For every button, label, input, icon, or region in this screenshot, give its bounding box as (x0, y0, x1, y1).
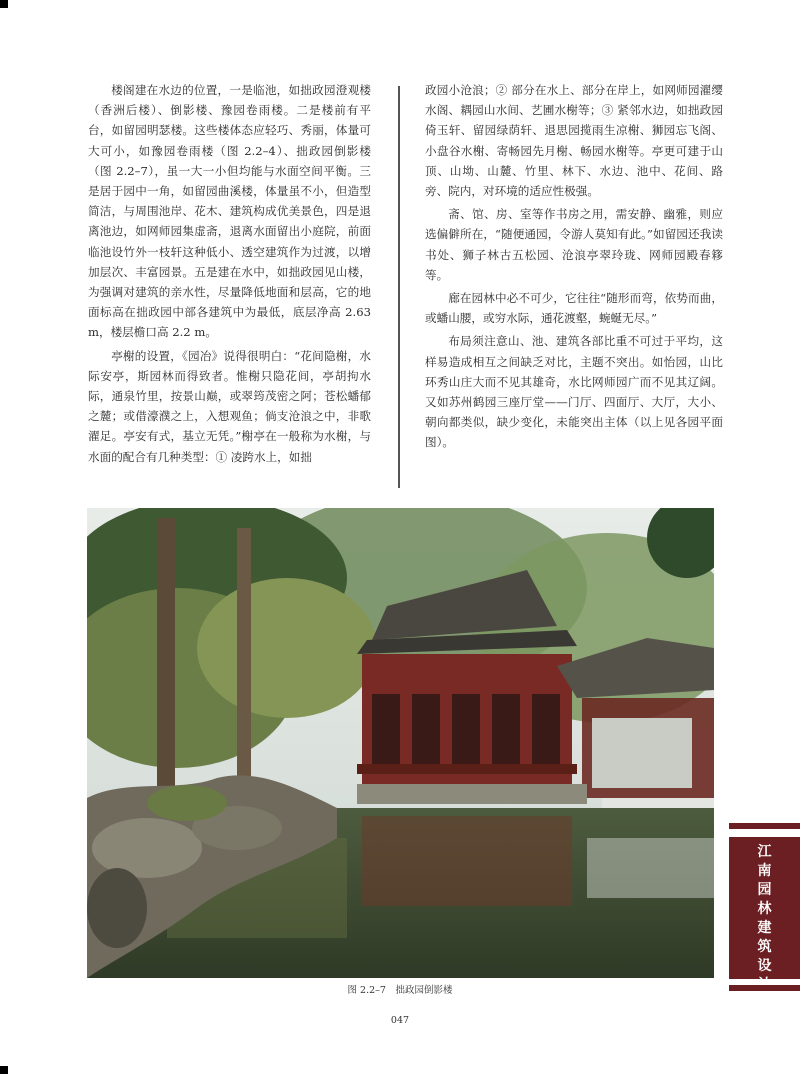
side-tab (729, 823, 800, 993)
left-text-column (88, 80, 371, 467)
figure-caption: 图 2.2–7 拙政园倒影楼 (347, 985, 453, 996)
side-tab-char: 园 (757, 882, 772, 898)
side-tab-char: 江 (757, 844, 772, 860)
paragraph-corridors: 廊在园林中必不可少，它往往“随形而弯，依势而曲，或蟠山腰，或穷水际，通花渡壑，蜿蜒无尽。” (425, 291, 723, 326)
paragraph-layout-balance: 布局须注意山、池、建筑各部比重不可过于平均，这样易造成相互之间缺乏对比，主题不突出。如怡园，山比环秀山庄大而不见其雄奇，水比网师园广而不见其辽阔。又如苏州鹤园三座厅堂——门厅、四面厅、大厅，大小、朝向都类似，缺少变化，未能突出主体（以上见各园平面图）。 (425, 334, 723, 450)
paragraph-pavilion-locations: 楼阁建在水边的位置，一是临池，如拙政园澄观楼（香洲后楼）、倒影楼、豫园卷雨楼。二是楼前有平台，如留园明瑟楼。这些楼体态应轻巧、秀丽，体量可大可小，如豫园卷雨楼（图 2.2–4）、拙政园倒影楼（图 2.2–7），虽一大一小但均能与水面空间平衡。三是居于园中一角，如留园曲溪楼，体量虽不小，但造型简洁，与周围池岸、花木、建筑构成优美景色，四是退离池边，如网师园集虚斋，退离水面留出小庭院，前面临池设竹外一枝轩这种低小、透空建筑作为过渡，以增加层次、丰富园景。五是建在水中，如拙政园见山楼，为强调对建筑的亲水性，尽量降低地面和层高，它的地面标高在拙政园中部各建筑中为最低，底层净高 2.63 m，楼层檐口高 2.2 m。 (88, 83, 371, 340)
paragraph-pavilions-and-water: 亭榭的设置，《园冶》说得很明白：“花间隐榭，水际安亭，斯园林而得致者。惟榭只隐花间，亭胡拘水际，通泉竹里，按景山巅，或翠筠茂密之阿；苍松蟠郁之麓；或借濠濮之上，入想观鱼；倘支沧浪之中，非歌濯足。亭安有式，基立无凭。”榭亭在一般称为水榭，与水面的配合有几种类型：① 凌跨水上，如拙 (88, 348, 371, 464)
side-tab-char: 筑 (757, 939, 772, 955)
side-tab-char: 南 (757, 863, 772, 879)
crop-mark-bottom-left (0, 1066, 8, 1074)
page-number: 047 (390, 1015, 410, 1026)
side-tab-char: 建 (757, 920, 772, 936)
side-tab-char: 设 (757, 958, 772, 974)
figure-photo-daoying-tower (87, 508, 714, 978)
side-tab-title (729, 843, 800, 995)
side-tab-char: 林 (757, 901, 772, 917)
column-divider (398, 86, 400, 488)
paragraph-waterside-types: 政园小沧浪；② 部分在水上、部分在岸上，如网师园濯缨水阁、耦园山水间、艺圃水榭等；③ 紧邻水边，如拙政园倚玉轩、留园绿荫轩、退思园揽雨生凉榭、狮园忘飞阁、小盘谷水榭、寄畅园先月榭、畅园水榭等。亭更可建于山顶、山坳、山麓、竹里、林下、水边、池中、花间、路旁、院内，对环境的适应性极强。 (425, 83, 723, 199)
side-tab-bottom-rule (729, 985, 800, 991)
side-tab-top-rule (729, 823, 800, 829)
paragraph-study-rooms: 斋、馆、房、室等作书房之用，需安静、幽雅，则应选偏僻所在，“随便通园，令游人莫知有此。”如留园还我读书处、狮子林古五松园、沧浪亭翠玲珑、网师园殿春簃等。 (425, 207, 723, 282)
crop-mark-top-left (0, 0, 8, 8)
right-text-column (425, 80, 723, 453)
